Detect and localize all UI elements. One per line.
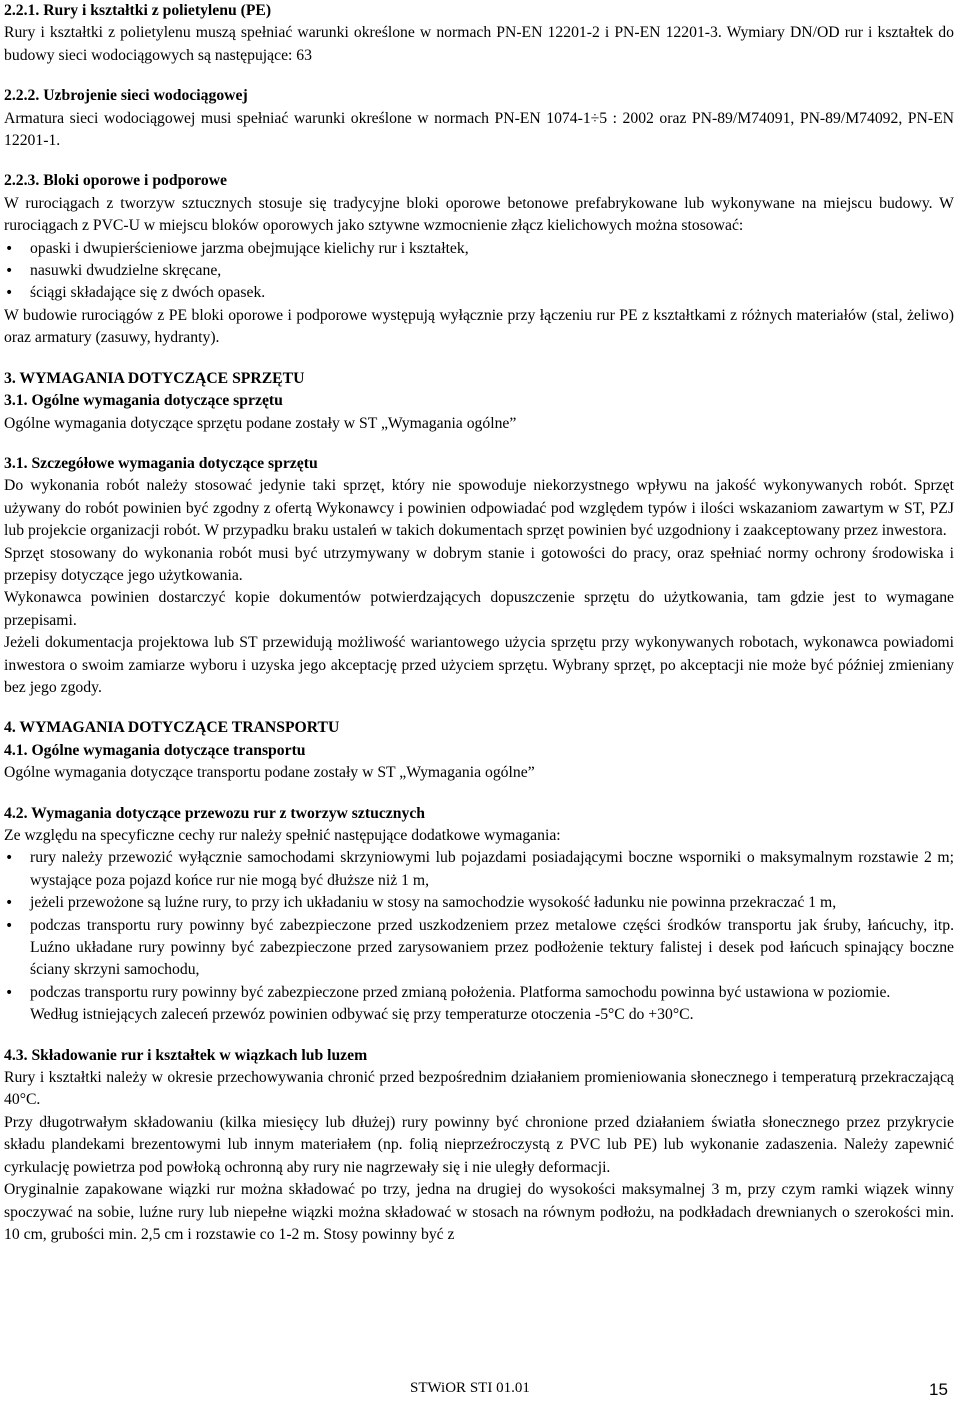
section-transport [4, 717, 954, 784]
page-footer [0, 1377, 960, 1401]
section-equipment-details [4, 453, 954, 699]
paragraph: W rurociągach z tworzyw sztucznych stosuje się tradycyjne bloki oporowe betonowe prefabrykowane lub wykonywane na miejscu budowy. W rurociągach z PVC-U w miejscu bloków oporowych jako sztywne wzmocnienie złącz kielichowych można stosować: [4, 194, 954, 235]
paragraph: Do wykonania robót należy stosować jedynie taki sprzęt, który nie spowoduje niekorzystnego wpływu na jakość wykonywanych robót. Sprzęt używany do robót powinien być zgodny z ofertą Wykonawcy i powinien odpowiadać pod względem typów i ilości wskazaniom zawartym w ST, PZJ lub projekcie organizacji robót. W przypadku braku ustaleń w takich dokumentach sprzęt powinien być uzgodniony i zaakceptowany przez inwestora. [4, 477, 954, 540]
list-item: • rury należy przewozić wyłącznie samochodami skrzyniowymi lub pojazdami posiadającymi boczne wsporniki o maksymalnym rozstawie 2 m; wystające poza pojazd końce rur nie mogą być dłuższe niż 1 m, [4, 847, 954, 892]
bullet-list [4, 847, 954, 1004]
section-heading: 4.2. Wymagania dotyczące przewozu rur z tworzyw sztucznych [4, 804, 426, 822]
section-fittings [4, 85, 954, 152]
paragraph: Rury i kształtki z polietylenu muszą spełniać warunki określone w normach PN-EN 12201-2 i PN-EN 12201-3. Wymiary DN/OD rur i kształtek do budowy sieci wodociągowych są następujące: 63 [4, 24, 954, 64]
paragraph: Ogólne wymagania dotyczące sprzętu podane zostały w ST „Wymagania ogólne” [4, 414, 517, 432]
section-heading: 2.2.3. Bloki oporowe i podporowe [4, 172, 227, 190]
chapter-heading: 3. WYMAGANIA DOTYCZĄCE SPRZĘTU [4, 369, 305, 387]
section-heading: 2.2.2. Uzbrojenie sieci wodociągowej [4, 87, 248, 105]
section-heading: 3.1. Ogólne wymagania dotyczące sprzętu [4, 392, 283, 410]
paragraph: Jeżeli dokumentacja projektowa lub ST przewidują możliwość wariantowego użycia sprzętu przy wykonywanych robotach, wykonawca powiadomi inwestora o swoim zamiarze wyboru i uzyska jego akceptację przed użyciem sprzętu. Wybrany sprzęt, po akceptacji nie może być później zmieniany bez jego zgody. [4, 634, 954, 696]
list-item: • nasuwki dwudzielne skręcane, [4, 260, 954, 282]
paragraph: Oryginalnie zapakowane wiązki rur można składować po trzy, jedna na drugiej do wysokości maksymalnej 3 m, przy czym ramki wiązek winny spoczywać na sobie, luźne rury lub niepełne wiązki można składować w stosach na równym podłożu, na podkładach drewnianych o szerokości min. 10 cm, grubości min. 2,5 cm i rozstawie co 1-2 m. Stosy powinny być z [4, 1181, 954, 1243]
list-item: • ściągi składające się z dwóch opasek. [4, 282, 954, 304]
paragraph: Przy długotrwałym składowaniu (kilka miesięcy lub dłużej) rury powinny być chronione przed działaniem światła słonecznego przez przykrycie składu plandekami brezentowymi lub innym materiałem (np. folią nieprzeźroczystą z PVC lub PE) lub wykonanie zadaszenia. Należy zapewnić cyrkulację powietrza pod powłoką ochronną aby rury nie nagrzewały się i nie uległy deformacji. [4, 1113, 954, 1176]
section-heading: 3.1. Szczegółowe wymagania dotyczące sprzętu [4, 454, 318, 472]
paragraph: W budowie rurociągów z PE bloki oporowe i podporowe występują wyłącznie przy łączeniu rur PE z kształtkami z różnych materiałów (stal, żeliwo) oraz armatury (zasuwy, hydranty). [4, 306, 954, 347]
paragraph: Według istniejących zaleceń przewóz powinien odbywać się przy temperaturze otoczenia -5°C do +30°C. [30, 1006, 694, 1024]
paragraph: Armatura sieci wodociągowej musi spełniać warunki określone w normach PN-EN 1074-1÷5 : 2002 oraz PN-89/M74091, PN-89/M74092, PN-EN 12201-1. [4, 109, 954, 150]
paragraph: Ze względu na specyficzne cechy rur należy spełnić następujące dodatkowe wymagania: [4, 827, 561, 844]
section-heading: 4.1. Ogólne wymagania dotyczące transportu [4, 741, 306, 759]
list-item: • jeżeli przewożone są luźne rury, to przy ich układaniu w stosy na samochodzie wysokość ładunku nie powinna przekraczać 1 m, [4, 892, 954, 914]
page-number: 15 [929, 1380, 948, 1399]
document-code: STWiOR STI 01.01 [410, 1380, 530, 1396]
section-storage [4, 1045, 954, 1247]
paragraph: Rury i kształtki należy w okresie przechowywania chronić przed bezpośrednim działaniem promieniowania słonecznego i temperaturą przekraczającą 40°C. [4, 1069, 954, 1109]
list-item: • podczas transportu rury powinny być zabezpieczone przed uszkodzeniem przez metalowe części środków transportu jak śruby, łańcuchy, itp. Luźno układane rury powinny być zabezpieczone przed zarysowaniem przez podłożenie tektury falistej i desek pod łańcuch spinający boczne ściany skrzyni samochodu, [4, 915, 954, 982]
chapter-heading: 4. WYMAGANIA DOTYCZĄCE TRANSPORTU [4, 719, 340, 737]
section-equipment [4, 368, 954, 435]
section-heading: 4.3. Składowanie rur i kształtek w wiązkach lub luzem [4, 1046, 368, 1064]
list-item: • podczas transportu rury powinny być zabezpieczone przed zmianą położenia. Platforma samochodu powinna być ustawiona w poziomie. [4, 982, 954, 1004]
section-thrust-blocks [4, 170, 954, 349]
section-heading: 2.2.1. Rury i kształtki z polietylenu (PE) [4, 2, 272, 19]
paragraph: Sprzęt stosowany do wykonania robót musi być utrzymywany w dobrym stanie i gotowości do pracy, oraz spełniać normy ochrony środowiska i przepisy dotyczące jego użytkowania. [4, 544, 954, 584]
paragraph: Ogólne wymagania dotyczące transportu podane zostały w ST „Wymagania ogólne” [4, 764, 535, 782]
bullet-list [4, 238, 954, 305]
list-item: • opaski i dwupierścieniowe jarzma obejmujące kielichy rur i kształtek, [4, 238, 954, 260]
paragraph: Wykonawca powinien dostarczyć kopie dokumentów potwierdzających dopuszczenie sprzętu do użytkowania, tam gdzie jest to wymagane przepisami. [4, 589, 954, 629]
section-pipe-transport [4, 803, 954, 1027]
section-pe-pipes [4, 0, 954, 67]
